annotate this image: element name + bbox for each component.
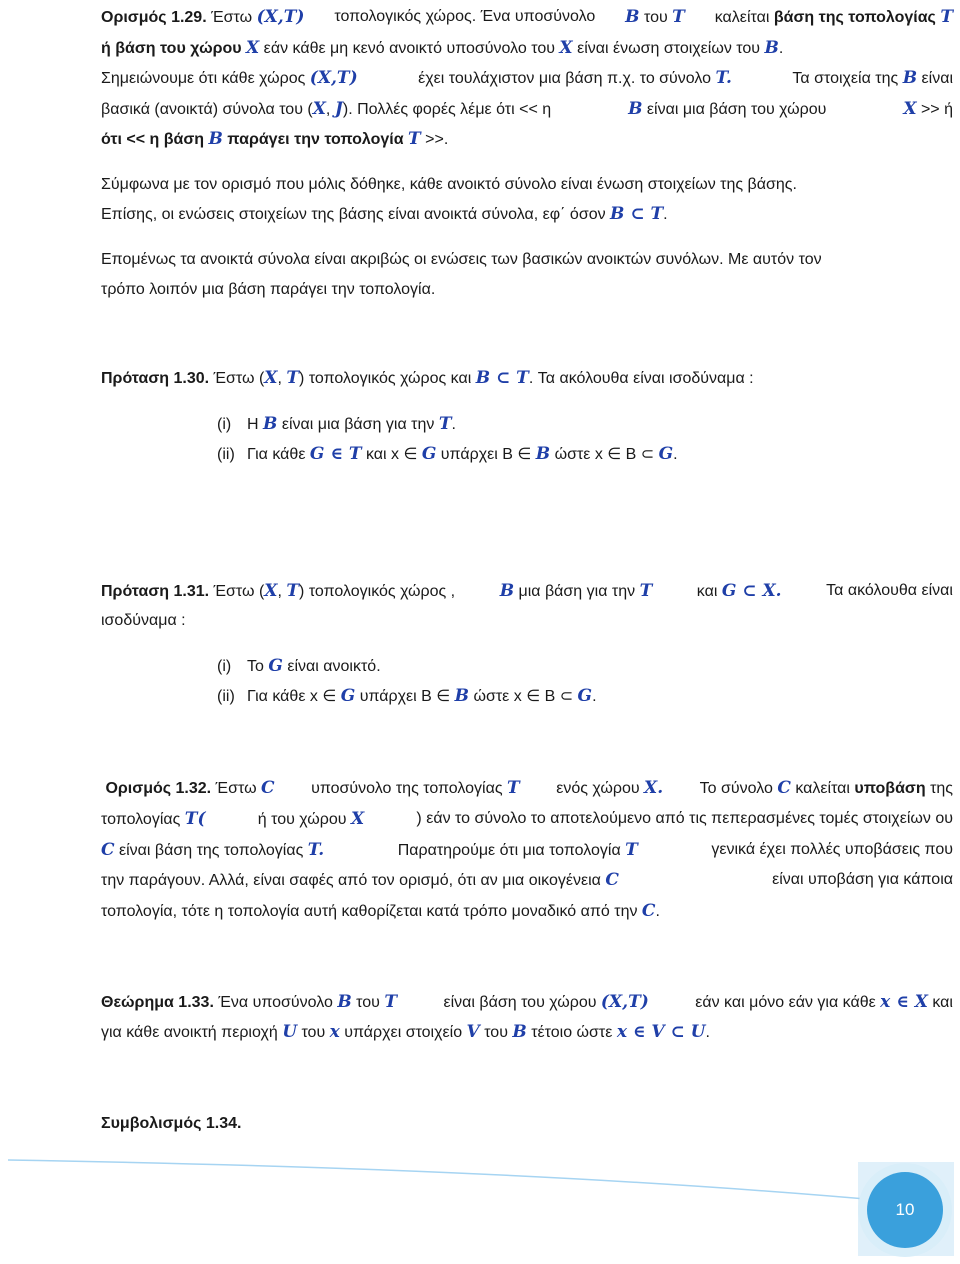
page-number: 10 [895, 1200, 915, 1219]
footer-curve [8, 1160, 900, 1202]
para2-line2: τρόπο λοιπόν μια βάση παράγει την τοπολογία. [101, 281, 436, 298]
def132-title: Ορισμός 1.32. [105, 780, 212, 797]
def132-line1: Ορισμός 1.32. Έστω C υποσύνολο της τοπολογίας T ενός χώρου X. Το σύνολο C καλείται υποβάση της [105, 778, 953, 798]
def132-line5: τοπολογία, τότε η τοπολογία αυτή καθορίζεται κατά τρόπο μοναδικό από την C. [101, 901, 660, 921]
prop131-head2: ισοδύναμα : [101, 612, 186, 629]
def129-line3: Σημειώνουμε ότι κάθε χώρος (X,T) έχει τουλάχιστον μια βάση π.χ. το σύνολο T. Τα στοιχεία της B είναι [101, 68, 953, 88]
def129-line4: βασικά (ανοικτά) σύνολα του (X, J). Πολλές φορές λέμε ότι << η B είναι μια βάση του χώρου X >> ή [101, 99, 953, 119]
footer-decoration [0, 1140, 960, 1259]
para2-line1: Επομένως τα ανοικτά σύνολα είναι ακριβώς οι ενώσεις των βασικών ανοικτών συνόλων. Με αυτόν τον [101, 251, 822, 268]
def129-line5: ότι << η βάση B παράγει την τοπολογία T >>. [101, 129, 449, 149]
symb134-title: Συμβολισμός 1.34. [101, 1115, 242, 1132]
prop131-head: Πρόταση 1.31. Έστω (X, T) τοπολογικός χώρος , B μια βάση για την T και G ⊂ X. Τα ακόλουθα είναι [101, 581, 953, 601]
thm133-title: Θεώρημα 1.33. [101, 994, 214, 1011]
prop131-title: Πρόταση 1.31. [101, 583, 210, 600]
def129-line1: Ορισμός 1.29. Έστω (X,T) τοπολογικός χώρος. Ένα υποσύνολο B του T καλείται βάση της τοπολογίας T [101, 7, 953, 27]
def129-line2: ή βάση του χώρου X εάν κάθε μη κενό ανοικτό υποσύνολο του X είναι ένωση στοιχείων του B. [101, 38, 784, 58]
def129-title: Ορισμός 1.29. [101, 9, 207, 26]
prop130-item-i: (i) Η B είναι μια βάση για την T. [217, 414, 456, 434]
prop131-item-ii: (ii) Για κάθε x ∈ G υπάρχει B ∈ B ώστε x ∈ B ⊂ G. [217, 686, 597, 706]
def132-line4: την παράγουν. Αλλά, είναι σαφές από τον ορισμό, ότι αν μια οικογένεια C είναι υποβάση για κάποια [101, 870, 953, 890]
def132-line3: C είναι βάση της τοπολογίας T. Παρατηρούμε ότι μια τοπολογία T γενικά έχει πολλές υποβάσεις που [101, 840, 953, 860]
thm133-line2: για κάθε ανοικτή περιοχή U του x υπάρχει στοιχείο V του B τέτοιο ώστε x ∈ V ⊂ U. [101, 1022, 710, 1042]
prop130-head: Πρόταση 1.30. Έστω (X, T) τοπολογικός χώρος και B ⊂ T. Τα ακόλουθα είναι ισοδύναμα : [101, 368, 754, 388]
thm133-line1: Θεώρημα 1.33. Ένα υποσύνολο B του T είναι βάση του χώρου (X,T) εάν και μόνο εάν για κάθε x ∈ X και [101, 992, 953, 1012]
page-footer [0, 1140, 960, 1259]
prop130-title: Πρόταση 1.30. [101, 370, 210, 387]
para1-line1: Σύμφωνα με τον ορισμό που μόλις δόθηκε, κάθε ανοικτό σύνολο είναι ένωση στοιχείων της βάσης. [101, 176, 797, 193]
prop131-item-i: (i) Το G είναι ανοικτό. [217, 656, 381, 676]
prop130-item-ii: (ii) Για κάθε G ∈ T και x ∈ G υπάρχει B ∈ B ώστε x ∈ B ⊂ G. [217, 444, 678, 464]
def132-line2: τοπολογίας T( ή του χώρου X ) εάν το σύνολο το αποτελούμενο από τις πεπερασμένες τομές στοιχείων ου [101, 809, 953, 829]
para1-line2: Επίσης, οι ενώσεις στοιχείων της βάσης είναι ανοικτά σύνολα, εφ΄ όσον B ⊂ T. [101, 204, 668, 224]
